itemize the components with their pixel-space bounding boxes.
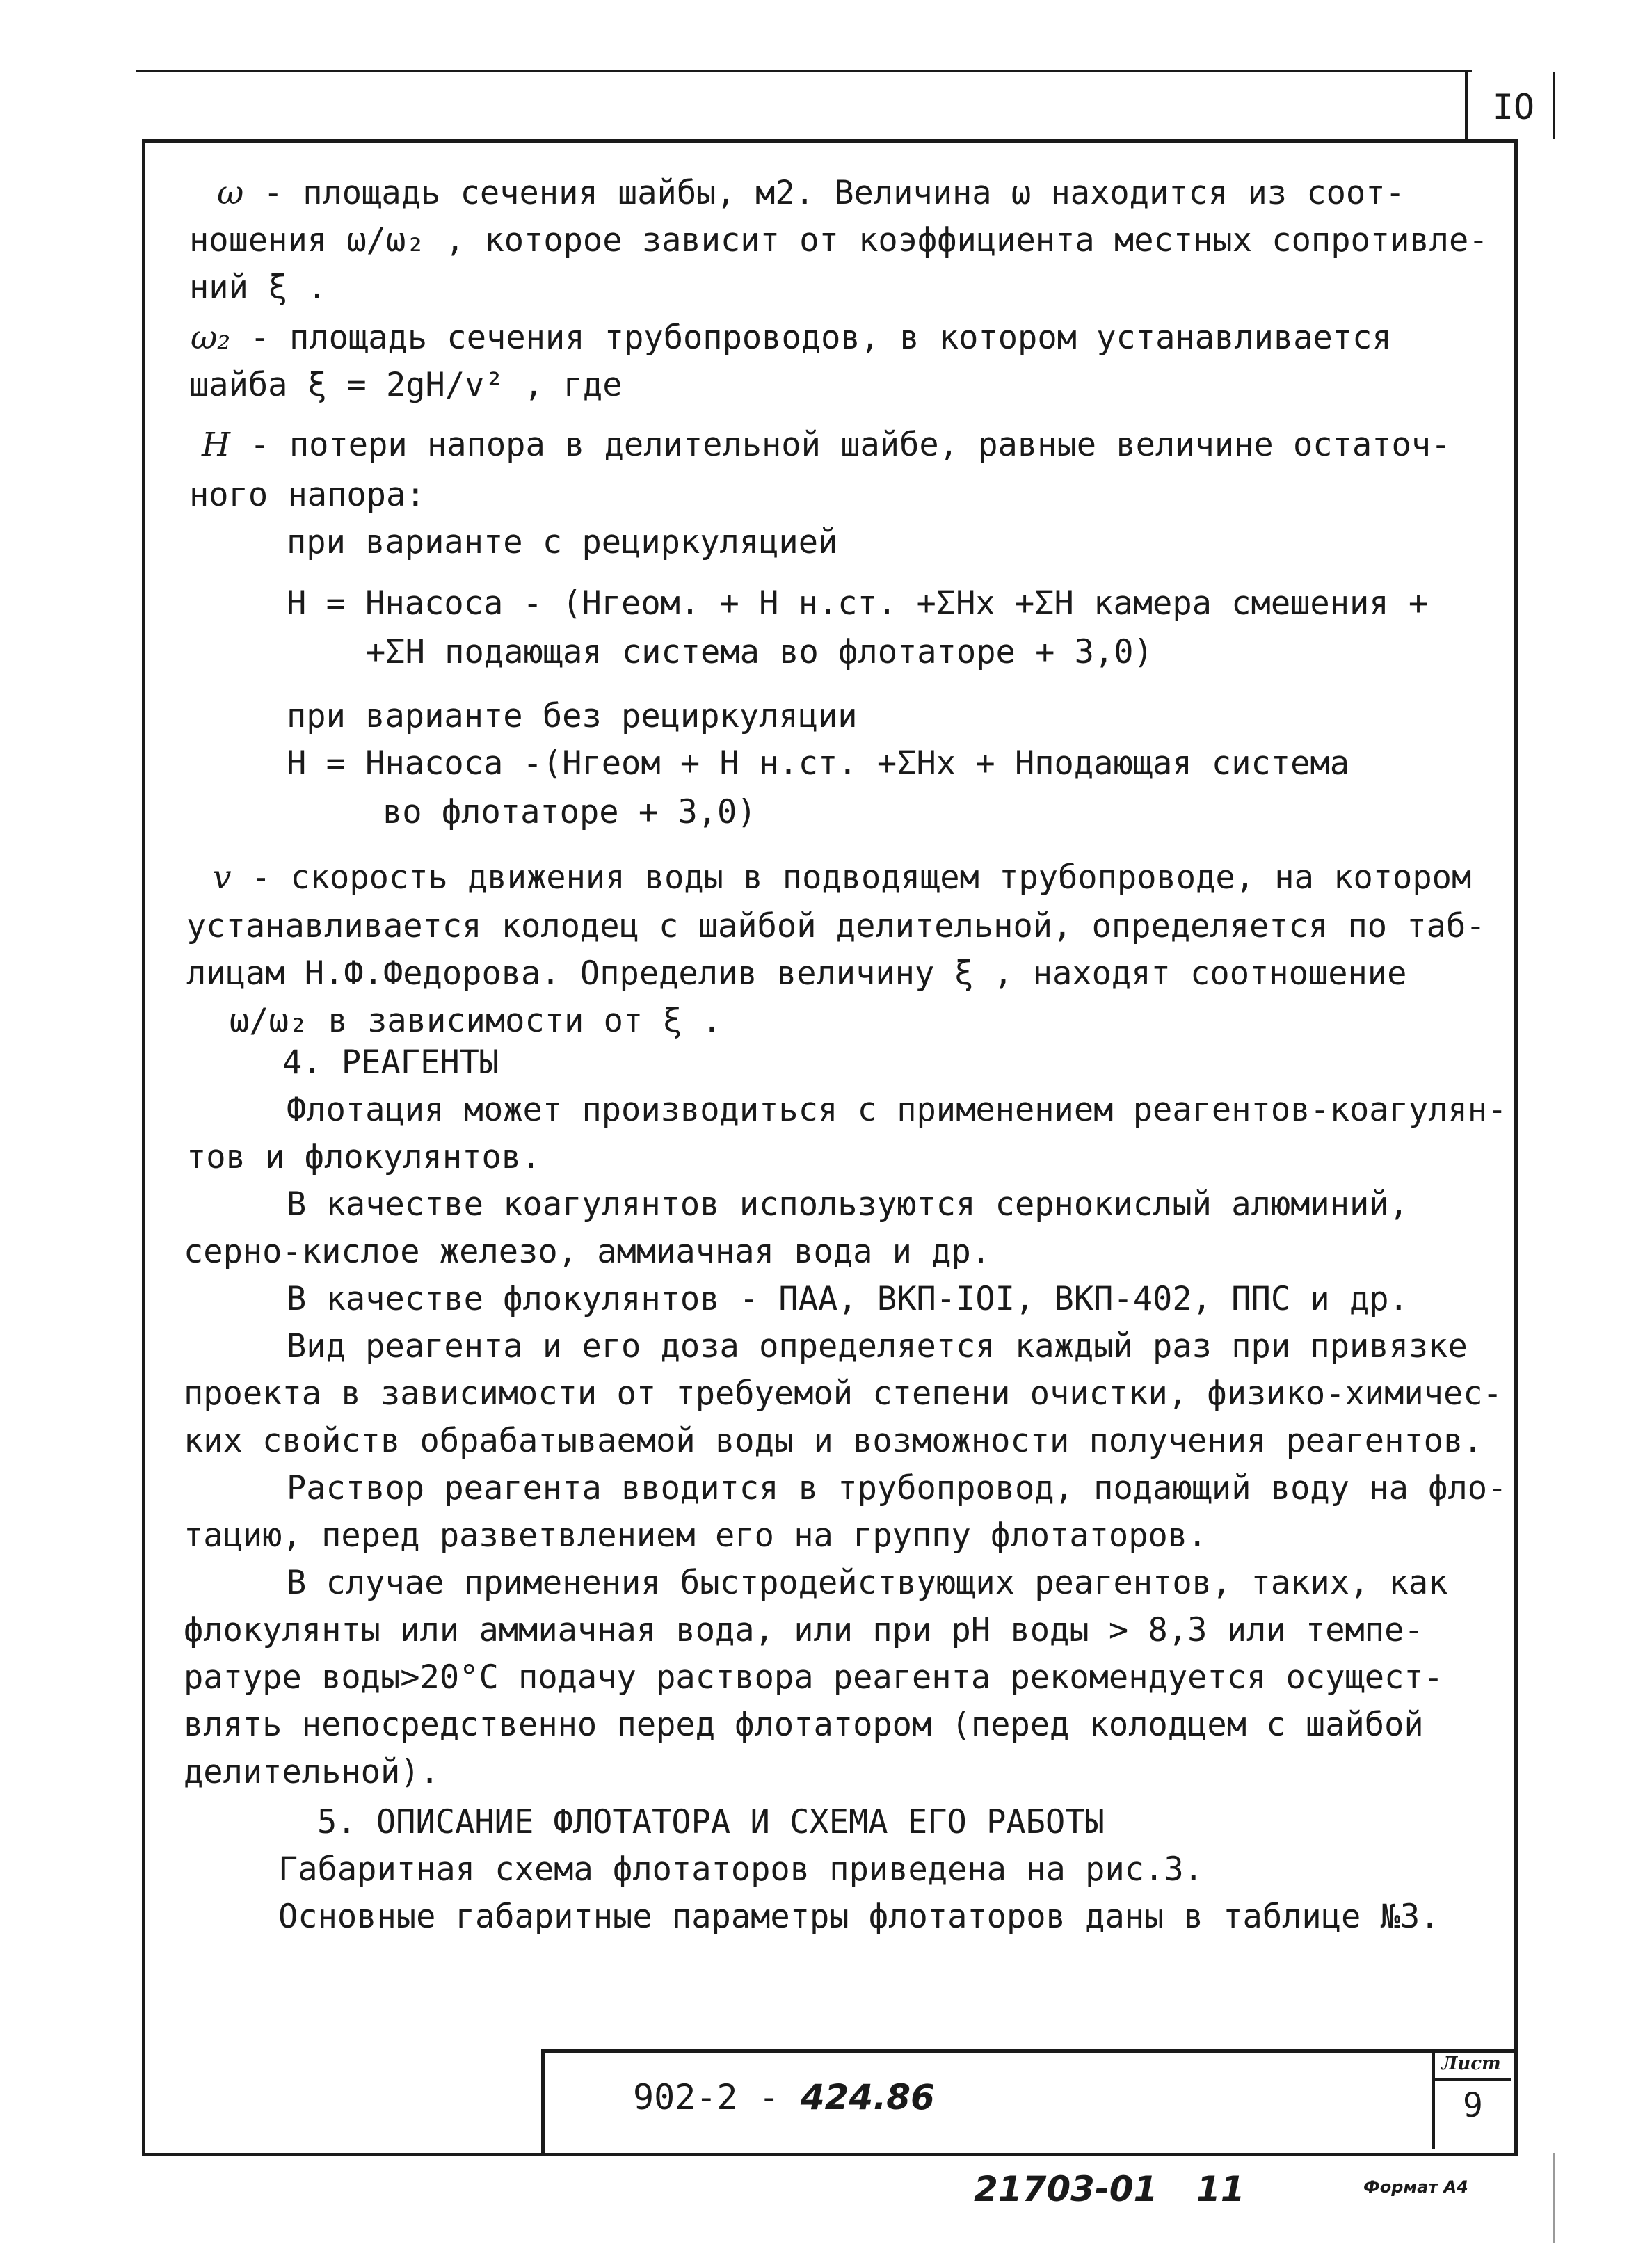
- text-line: ношения ω/ω₂ , которое зависит от коэффициента местных сопротивле-: [189, 221, 1489, 259]
- text-line: делительной).: [184, 1753, 440, 1791]
- text-line: ω₂ - площадь сечения трубопроводов, в котором устанавливается: [191, 319, 1392, 357]
- text-line: при варианте с рециркуляцией: [287, 523, 838, 561]
- sheet-label: Лист: [1432, 2049, 1511, 2081]
- archive-code: 21703-01: [974, 2169, 1158, 2209]
- text-line: Основные габаритные параметры флотаторов даны в таблице №3.: [278, 1898, 1440, 1936]
- text-line: Вид реагента и его доза определяется каждый раз при привязке: [287, 1327, 1468, 1365]
- archive-mark: 11: [1196, 2169, 1245, 2209]
- document-number: 902-2 - 424.86: [633, 2077, 935, 2117]
- text-line: влять непосредственно перед флотатором (перед колодцем с шайбой: [184, 1706, 1424, 1744]
- top-rule: [136, 70, 1472, 72]
- text-line: ких свойств обрабатываемой воды и возможности получения реагентов.: [184, 1422, 1483, 1460]
- text-line: В случае применения быстродействующих реагентов, таких, как: [287, 1564, 1448, 1602]
- text-line: В качестве коагулянтов используются сернокислый алюминий,: [287, 1185, 1409, 1224]
- h-symbol: H: [202, 426, 230, 464]
- omega-symbol: ω: [217, 174, 244, 212]
- text-line: В качестве флокулянтов - ПАА, ВКП-IOI, ВКП-402, ППС и др.: [287, 1280, 1409, 1318]
- text-line: Флотация может производиться с применением реагентов-коагулян-: [287, 1091, 1507, 1129]
- text-line: ний ξ .: [189, 269, 328, 307]
- text-line: v - скорость движения воды в подводящем трубопроводе, на котором: [213, 858, 1472, 897]
- section-heading: 5. ОПИСАНИЕ ФЛОТАТОРА И СХЕМА ЕГО РАБОТЫ: [317, 1803, 1105, 1841]
- text-line: тов и флокулянтов.: [186, 1138, 541, 1176]
- section-heading: 4. РЕАГЕНТЫ: [282, 1043, 499, 1082]
- text-line: H - потери напора в делительной шайбе, равные величине остаточ-: [202, 426, 1451, 464]
- right-edge-mark: [1553, 2153, 1555, 2243]
- omega2-symbol: ω₂: [191, 319, 231, 357]
- text-line: устанавливается колодец с шайбой делительной, определяется по таб-: [186, 907, 1486, 945]
- formula-line: во флотаторе + 3,0): [383, 793, 757, 831]
- text-line: шайба ξ = 2gH/v² , где: [189, 366, 623, 404]
- formula-line: Н = Ннасоса - (Нгеом. + Н н.ст. +ΣНх +ΣН камера смешения +: [287, 584, 1429, 623]
- text-line: проекта в зависимости от требуемой степени очистки, физико-химичес-: [184, 1375, 1502, 1413]
- text-line: ратуре воды>20°С подачу раствора реагента рекомендуется осущест-: [184, 1658, 1443, 1697]
- v-symbol: v: [213, 858, 232, 897]
- formula-line: +ΣН подающая система во флотаторе + 3,0): [366, 633, 1153, 671]
- text-line: тацию, перед разветвлением его на группу флотаторов.: [184, 1516, 1208, 1555]
- formula-line: Н = Ннасоса -(Нгеом + Н н.ст. +ΣНх + Нподающая система: [287, 744, 1350, 783]
- sheet-number: 9: [1463, 2086, 1483, 2125]
- page-number-box: [1465, 72, 1559, 142]
- text-line: флокулянты или аммиачная вода, или при pH воды > 8,3 или темпе-: [184, 1611, 1424, 1649]
- text-line: лицам Н.Ф.Федорова. Определив величину ξ , находят соотношение: [186, 954, 1407, 993]
- text-line: ω/ω₂ в зависимости от ξ .: [230, 1002, 722, 1040]
- text-line: ного напора:: [189, 476, 426, 514]
- text-line: Габаритная схема флотаторов приведена на рис.3.: [278, 1850, 1203, 1889]
- page-number-box-right-border: [1553, 72, 1555, 139]
- page-number: IO: [1492, 87, 1535, 127]
- text-line: серно-кислое железо, аммиачная вода и др.: [184, 1233, 991, 1271]
- text-line: Раствор реагента вводится в трубопровод, подающий воду на фло-: [287, 1469, 1507, 1507]
- format-note: Формат А4: [1363, 2177, 1468, 2197]
- text-line: при варианте без рециркуляции: [287, 697, 858, 735]
- text-line: ω - площадь сечения шайбы, м2. Величина ω находится из соот-: [217, 174, 1405, 212]
